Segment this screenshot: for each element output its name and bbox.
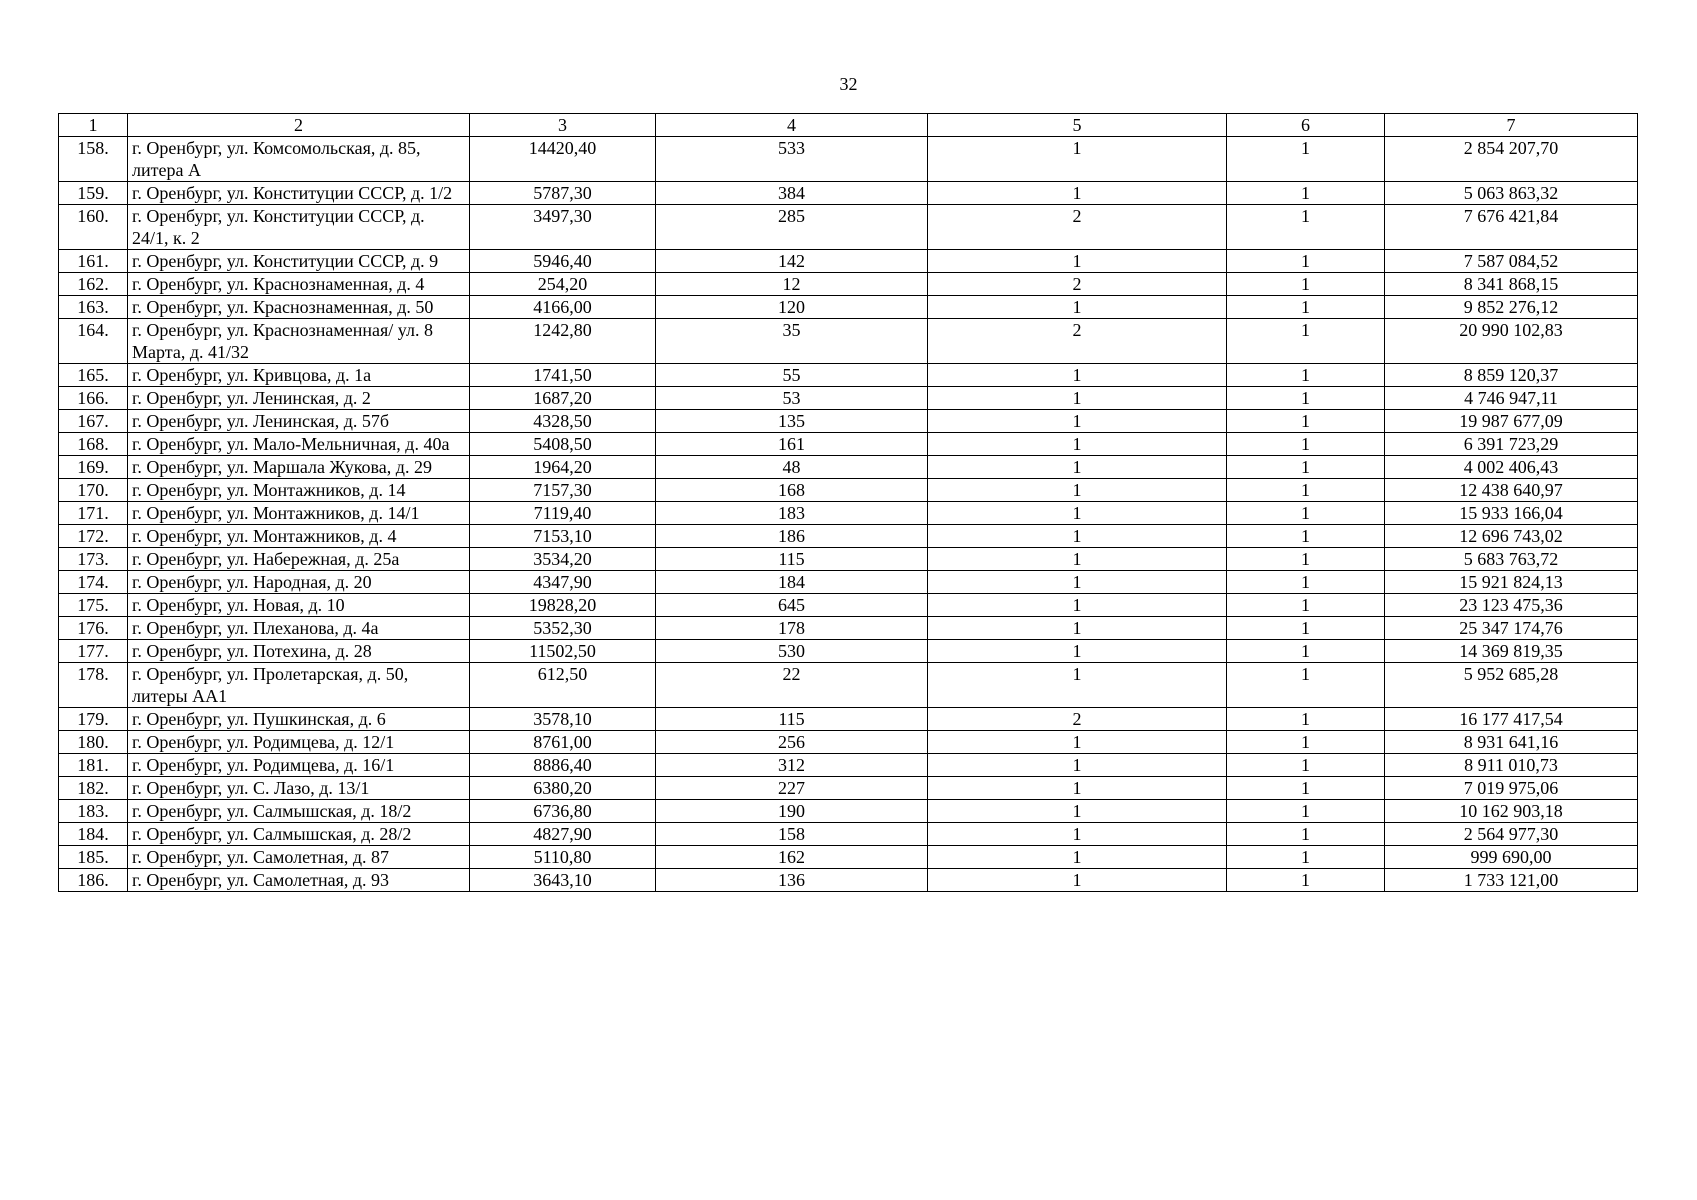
- residents: 115: [656, 708, 928, 731]
- cell-col5: 1: [928, 594, 1227, 617]
- cell-col6: 1: [1227, 823, 1385, 846]
- table-row: [59, 800, 1638, 823]
- address: г. Оренбург, ул. Родимцева, д. 12/1: [128, 731, 470, 754]
- row-number: 171.: [59, 502, 128, 525]
- cell-col5: 1: [928, 640, 1227, 663]
- table-row: [59, 250, 1638, 273]
- cell-col6: 1: [1227, 731, 1385, 754]
- cell-col6: 1: [1227, 846, 1385, 869]
- row-number: 168.: [59, 433, 128, 456]
- cell-col5: 1: [928, 525, 1227, 548]
- cell-col5: 1: [928, 433, 1227, 456]
- amount: 5 952 685,28: [1385, 663, 1638, 708]
- cell-col6: 1: [1227, 137, 1385, 182]
- row-number: 174.: [59, 571, 128, 594]
- residents: 178: [656, 617, 928, 640]
- table-row: [59, 617, 1638, 640]
- area: 1687,20: [470, 387, 656, 410]
- table-body: [59, 137, 1638, 892]
- amount: 20 990 102,83: [1385, 319, 1638, 364]
- amount: 6 391 723,29: [1385, 433, 1638, 456]
- row-number: 180.: [59, 731, 128, 754]
- address: г. Оренбург, ул. Родимцева, д. 16/1: [128, 754, 470, 777]
- area: 254,20: [470, 273, 656, 296]
- cell-col6: 1: [1227, 319, 1385, 364]
- address: г. Оренбург, ул. Конституции СССР, д. 9: [128, 250, 470, 273]
- address: г. Оренбург, ул. Конституции СССР, д. 1/2: [128, 182, 470, 205]
- address: г. Оренбург, ул. Монтажников, д. 14/1: [128, 502, 470, 525]
- amount: 1 733 121,00: [1385, 869, 1638, 892]
- cell-col6: 1: [1227, 571, 1385, 594]
- row-number: 169.: [59, 456, 128, 479]
- row-number: 164.: [59, 319, 128, 364]
- address: г. Оренбург, ул. Потехина, д. 28: [128, 640, 470, 663]
- table-row: [59, 823, 1638, 846]
- area: 5110,80: [470, 846, 656, 869]
- cell-col6: 1: [1227, 456, 1385, 479]
- cell-col6: 1: [1227, 433, 1385, 456]
- row-number: 161.: [59, 250, 128, 273]
- table-row: [59, 708, 1638, 731]
- area: 8761,00: [470, 731, 656, 754]
- cell-col6: 1: [1227, 663, 1385, 708]
- row-number: 184.: [59, 823, 128, 846]
- table-row: [59, 777, 1638, 800]
- residents: 312: [656, 754, 928, 777]
- amount: 4 002 406,43: [1385, 456, 1638, 479]
- column-header: 6: [1227, 114, 1385, 137]
- table-row: [59, 846, 1638, 869]
- table-row: [59, 479, 1638, 502]
- address: г. Оренбург, ул. Пушкинская, д. 6: [128, 708, 470, 731]
- cell-col5: 1: [928, 548, 1227, 571]
- table-row: [59, 754, 1638, 777]
- cell-col6: 1: [1227, 250, 1385, 273]
- amount: 15 921 824,13: [1385, 571, 1638, 594]
- cell-col6: 1: [1227, 502, 1385, 525]
- residents: 384: [656, 182, 928, 205]
- row-number: 158.: [59, 137, 128, 182]
- residents: 227: [656, 777, 928, 800]
- cell-col5: 1: [928, 456, 1227, 479]
- area: 3534,20: [470, 548, 656, 571]
- address: г. Оренбург, ул. Комсомольская, д. 85, литера А: [128, 137, 470, 182]
- amount: 7 676 421,84: [1385, 205, 1638, 250]
- cell-col5: 1: [928, 869, 1227, 892]
- amount: 23 123 475,36: [1385, 594, 1638, 617]
- amount: 2 854 207,70: [1385, 137, 1638, 182]
- table-row: [59, 869, 1638, 892]
- residents: 22: [656, 663, 928, 708]
- residents: 158: [656, 823, 928, 846]
- amount: 4 746 947,11: [1385, 387, 1638, 410]
- area: 19828,20: [470, 594, 656, 617]
- table-row: [59, 731, 1638, 754]
- residents: 162: [656, 846, 928, 869]
- row-number: 173.: [59, 548, 128, 571]
- area: 5946,40: [470, 250, 656, 273]
- table-row: [59, 273, 1638, 296]
- residents: 168: [656, 479, 928, 502]
- cell-col6: 1: [1227, 777, 1385, 800]
- row-number: 179.: [59, 708, 128, 731]
- area: 3578,10: [470, 708, 656, 731]
- address: г. Оренбург, ул. Самолетная, д. 87: [128, 846, 470, 869]
- area: 1741,50: [470, 364, 656, 387]
- residents: 183: [656, 502, 928, 525]
- row-number: 183.: [59, 800, 128, 823]
- address: г. Оренбург, ул. Пролетарская, д. 50, литеры АА1: [128, 663, 470, 708]
- amount: 8 931 641,16: [1385, 731, 1638, 754]
- amount: 999 690,00: [1385, 846, 1638, 869]
- residents: 135: [656, 410, 928, 433]
- cell-col6: 1: [1227, 800, 1385, 823]
- amount: 14 369 819,35: [1385, 640, 1638, 663]
- cell-col5: 1: [928, 617, 1227, 640]
- table-row: [59, 205, 1638, 250]
- area: 4827,90: [470, 823, 656, 846]
- column-header: 3: [470, 114, 656, 137]
- amount: 15 933 166,04: [1385, 502, 1638, 525]
- address: г. Оренбург, ул. Плеханова, д. 4а: [128, 617, 470, 640]
- area: 3643,10: [470, 869, 656, 892]
- row-number: 166.: [59, 387, 128, 410]
- table-row: [59, 502, 1638, 525]
- cell-col5: 1: [928, 296, 1227, 319]
- row-number: 167.: [59, 410, 128, 433]
- address: г. Оренбург, ул. Самолетная, д. 93: [128, 869, 470, 892]
- cell-col6: 1: [1227, 594, 1385, 617]
- area: 4166,00: [470, 296, 656, 319]
- address: г. Оренбург, ул. Народная, д. 20: [128, 571, 470, 594]
- cell-col6: 1: [1227, 548, 1385, 571]
- row-number: 178.: [59, 663, 128, 708]
- cell-col6: 1: [1227, 296, 1385, 319]
- amount: 19 987 677,09: [1385, 410, 1638, 433]
- table-header: [59, 114, 1638, 137]
- column-header: 5: [928, 114, 1227, 137]
- cell-col5: 2: [928, 273, 1227, 296]
- area: 5787,30: [470, 182, 656, 205]
- residents: 530: [656, 640, 928, 663]
- amount: 5 683 763,72: [1385, 548, 1638, 571]
- area: 11502,50: [470, 640, 656, 663]
- address: г. Оренбург, ул. Мало-Мельничная, д. 40а: [128, 433, 470, 456]
- cell-col5: 1: [928, 731, 1227, 754]
- table-row: [59, 548, 1638, 571]
- residents: 161: [656, 433, 928, 456]
- row-number: 182.: [59, 777, 128, 800]
- residents: 256: [656, 731, 928, 754]
- row-number: 176.: [59, 617, 128, 640]
- address: г. Оренбург, ул. Набережная, д. 25а: [128, 548, 470, 571]
- address: г. Оренбург, ул. Краснознаменная, д. 4: [128, 273, 470, 296]
- cell-col5: 1: [928, 823, 1227, 846]
- row-number: 170.: [59, 479, 128, 502]
- table-row: [59, 182, 1638, 205]
- address: г. Оренбург, ул. Монтажников, д. 14: [128, 479, 470, 502]
- table-row: [59, 296, 1638, 319]
- area: 5408,50: [470, 433, 656, 456]
- area: 7119,40: [470, 502, 656, 525]
- cell-col5: 1: [928, 364, 1227, 387]
- amount: 12 696 743,02: [1385, 525, 1638, 548]
- table-row: [59, 387, 1638, 410]
- table-row: [59, 137, 1638, 182]
- amount: 7 019 975,06: [1385, 777, 1638, 800]
- cell-col5: 1: [928, 800, 1227, 823]
- cell-col5: 1: [928, 663, 1227, 708]
- table-row: [59, 640, 1638, 663]
- area: 8886,40: [470, 754, 656, 777]
- residents: 115: [656, 548, 928, 571]
- residents: 48: [656, 456, 928, 479]
- address: г. Оренбург, ул. Краснознаменная, д. 50: [128, 296, 470, 319]
- amount: 7 587 084,52: [1385, 250, 1638, 273]
- residents: 55: [656, 364, 928, 387]
- cell-col6: 1: [1227, 364, 1385, 387]
- address: г. Оренбург, ул. Салмышская, д. 28/2: [128, 823, 470, 846]
- cell-col5: 2: [928, 319, 1227, 364]
- cell-col6: 1: [1227, 754, 1385, 777]
- table-row: [59, 571, 1638, 594]
- residents: 35: [656, 319, 928, 364]
- address: г. Оренбург, ул. Конституции СССР, д. 24/1, к. 2: [128, 205, 470, 250]
- row-number: 163.: [59, 296, 128, 319]
- area: 612,50: [470, 663, 656, 708]
- cell-col6: 1: [1227, 479, 1385, 502]
- address: г. Оренбург, ул. Маршала Жукова, д. 29: [128, 456, 470, 479]
- area: 6380,20: [470, 777, 656, 800]
- amount: 8 859 120,37: [1385, 364, 1638, 387]
- table-row: [59, 456, 1638, 479]
- cell-col6: 1: [1227, 640, 1385, 663]
- table-row: [59, 364, 1638, 387]
- amount: 8 911 010,73: [1385, 754, 1638, 777]
- address: г. Оренбург, ул. С. Лазо, д. 13/1: [128, 777, 470, 800]
- table-row: [59, 594, 1638, 617]
- residents: 184: [656, 571, 928, 594]
- cell-col6: 1: [1227, 617, 1385, 640]
- address: г. Оренбург, ул. Кривцова, д. 1а: [128, 364, 470, 387]
- cell-col5: 1: [928, 502, 1227, 525]
- address: г. Оренбург, ул. Краснознаменная/ ул. 8 Марта, д. 41/32: [128, 319, 470, 364]
- amount: 16 177 417,54: [1385, 708, 1638, 731]
- table-row: [59, 410, 1638, 433]
- residents: 120: [656, 296, 928, 319]
- cell-col5: 1: [928, 479, 1227, 502]
- cell-col5: 2: [928, 205, 1227, 250]
- residents: 136: [656, 869, 928, 892]
- cell-col6: 1: [1227, 708, 1385, 731]
- address: г. Оренбург, ул. Новая, д. 10: [128, 594, 470, 617]
- cell-col5: 1: [928, 754, 1227, 777]
- row-number: 159.: [59, 182, 128, 205]
- amount: 12 438 640,97: [1385, 479, 1638, 502]
- row-number: 160.: [59, 205, 128, 250]
- cell-col6: 1: [1227, 387, 1385, 410]
- cell-col5: 1: [928, 182, 1227, 205]
- row-number: 177.: [59, 640, 128, 663]
- cell-col5: 1: [928, 250, 1227, 273]
- cell-col6: 1: [1227, 410, 1385, 433]
- column-header: 1: [59, 114, 128, 137]
- cell-col5: 1: [928, 137, 1227, 182]
- row-number: 162.: [59, 273, 128, 296]
- residents: 645: [656, 594, 928, 617]
- row-number: 172.: [59, 525, 128, 548]
- cell-col5: 1: [928, 571, 1227, 594]
- cell-col5: 1: [928, 387, 1227, 410]
- residents: 533: [656, 137, 928, 182]
- address: г. Оренбург, ул. Ленинская, д. 2: [128, 387, 470, 410]
- cell-col5: 2: [928, 708, 1227, 731]
- row-number: 175.: [59, 594, 128, 617]
- area: 5352,30: [470, 617, 656, 640]
- cell-col6: 1: [1227, 205, 1385, 250]
- row-number: 165.: [59, 364, 128, 387]
- cell-col6: 1: [1227, 182, 1385, 205]
- residents: 285: [656, 205, 928, 250]
- amount: 9 852 276,12: [1385, 296, 1638, 319]
- table-row: [59, 525, 1638, 548]
- area: 3497,30: [470, 205, 656, 250]
- cell-col5: 1: [928, 410, 1227, 433]
- area: 1964,20: [470, 456, 656, 479]
- address: г. Оренбург, ул. Монтажников, д. 4: [128, 525, 470, 548]
- area: 7157,30: [470, 479, 656, 502]
- column-header: 2: [128, 114, 470, 137]
- area: 7153,10: [470, 525, 656, 548]
- column-header: 7: [1385, 114, 1638, 137]
- cell-col6: 1: [1227, 869, 1385, 892]
- area: 6736,80: [470, 800, 656, 823]
- residents: 190: [656, 800, 928, 823]
- area: 1242,80: [470, 319, 656, 364]
- cell-col5: 1: [928, 846, 1227, 869]
- amount: 8 341 868,15: [1385, 273, 1638, 296]
- cell-col6: 1: [1227, 273, 1385, 296]
- amount: 10 162 903,18: [1385, 800, 1638, 823]
- amount: 5 063 863,32: [1385, 182, 1638, 205]
- residents: 53: [656, 387, 928, 410]
- row-number: 186.: [59, 869, 128, 892]
- cell-col6: 1: [1227, 525, 1385, 548]
- area: 14420,40: [470, 137, 656, 182]
- table-row: [59, 433, 1638, 456]
- area: 4347,90: [470, 571, 656, 594]
- row-number: 185.: [59, 846, 128, 869]
- data-table: [58, 113, 1638, 892]
- address: г. Оренбург, ул. Салмышская, д. 18/2: [128, 800, 470, 823]
- residents: 186: [656, 525, 928, 548]
- residents: 12: [656, 273, 928, 296]
- residents: 142: [656, 250, 928, 273]
- table-row: [59, 319, 1638, 364]
- address: г. Оренбург, ул. Ленинская, д. 57б: [128, 410, 470, 433]
- row-number: 181.: [59, 754, 128, 777]
- header-row: [59, 114, 1638, 137]
- column-header: 4: [656, 114, 928, 137]
- page-number: 32: [839, 74, 858, 94]
- area: 4328,50: [470, 410, 656, 433]
- amount: 25 347 174,76: [1385, 617, 1638, 640]
- table-row: [59, 663, 1638, 708]
- amount: 2 564 977,30: [1385, 823, 1638, 846]
- cell-col5: 1: [928, 777, 1227, 800]
